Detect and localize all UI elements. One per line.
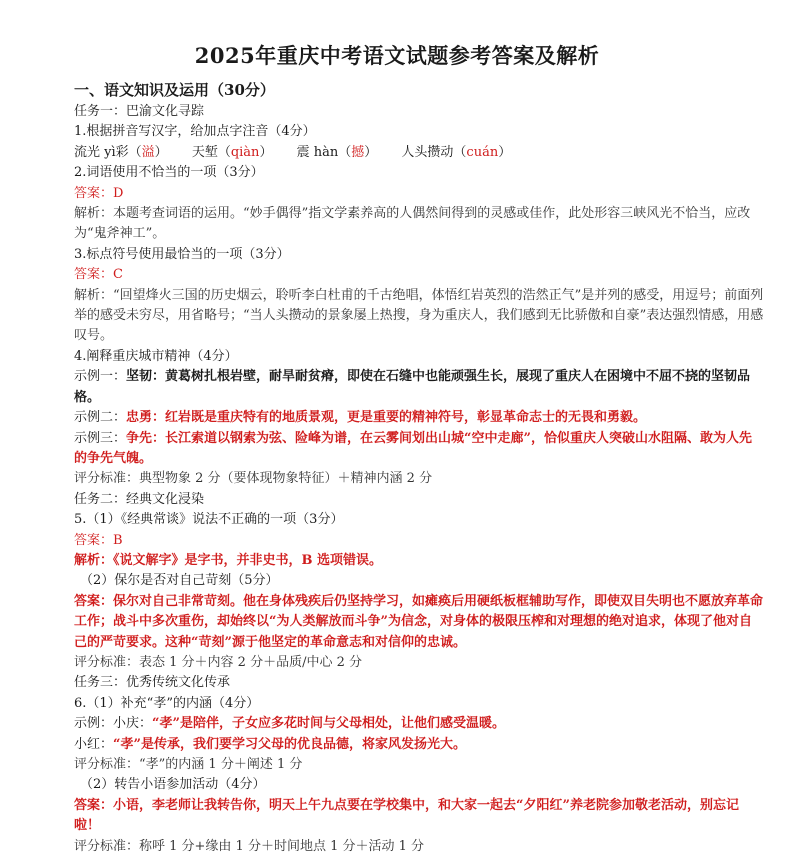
example-text: 示例二：忠勇：红岩既是重庆特有的地质景观，更是重要的精神符号，彰显革命志士的无畏和勇毅。 bbox=[74, 410, 647, 426]
question-prompt: 3.标点符号使用最恰当的一项（3分） bbox=[74, 246, 290, 262]
answer-text: 答案：C bbox=[74, 267, 123, 283]
question-prompt: （2）转告小语参加活动（4分） bbox=[80, 777, 266, 793]
question-prompt: 1.根据拼音写汉字，给加点字注音（4分） bbox=[74, 124, 316, 140]
scoring-standard: 评分标准：典型物象 2 分（要体现物象特征）＋精神内涵 2 分 bbox=[74, 471, 433, 487]
question-prompt: （2）保尔是否对自己苛刻（5分） bbox=[80, 573, 279, 589]
question-prompt: 4.阐释重庆城市精神（4分） bbox=[74, 348, 238, 364]
question-prompt: 5.（1）《经典常谈》说法不正确的一项（3分） bbox=[74, 512, 344, 528]
answer-text: 答案：保尔对自己非常苛刻。他在身体残疾后仍坚持学习，如瘫痪后用硬纸板框辅助写作，即使双目失明也不愿放弃革命工作；战斗中多次重伤，却始终以“为人类解放而斗争”为信念，对身体的极限压榨和对理想的绝对追求，体现了他对自己的严苛要求。这种“苛刻”源于他坚定的革命意志和对信仰的忠诚。 bbox=[74, 593, 764, 650]
scoring-standard: 评分标准：表态 1 分＋内容 2 分＋品质/中心 2 分 bbox=[74, 654, 362, 670]
answer-text: 答案：D bbox=[74, 185, 124, 201]
example-text: 小红：“孝”是传承，我们要学习父母的优良品德，将家风发扬光大。 bbox=[74, 736, 466, 752]
answer-text: 答案：B bbox=[74, 532, 123, 548]
scoring-standard: 评分标准：称呼 1 分+缘由 1 分＋时间地点 1 分＋活动 1 分 bbox=[74, 838, 425, 854]
pinyin-item: 流光 yì彩（溢） bbox=[74, 144, 168, 160]
task-heading: 任务三：优秀传统文化传承 bbox=[74, 675, 231, 691]
pinyin-item: 人头攒动（cuán） bbox=[401, 144, 512, 160]
task-heading: 任务一：巴渝文化寻踪 bbox=[74, 104, 205, 119]
scoring-standard: 评分标准：“孝”的内涵 1 分＋阐述 1 分 bbox=[74, 757, 303, 772]
task-heading: 任务二：经典文化浸染 bbox=[74, 491, 205, 507]
analysis-text: 解析：《说文解字》是字书，并非史书，B 选项错误。 bbox=[74, 552, 383, 568]
question-prompt: 2.词语使用不恰当的一项（3分） bbox=[74, 165, 264, 181]
example-text: 示例：小庆：“孝”是陪伴，子女应多花时间与父母相处，让他们感受温暖。 bbox=[74, 716, 505, 732]
answer-text: 答案：小语，李老师让我转告你，明天上午九点要在学校集中，和大家一起去“夕阳红”养老院参加敬老活动，别忘记啦！ bbox=[74, 797, 739, 834]
question-prompt: 6.（1）补充“孝”的内涵（4分） bbox=[74, 695, 260, 711]
analysis-text: 解析：“回望烽火三国的历史烟云，聆听李白杜甫的千古绝唱，体悟红岩英烈的浩然正气”是并列的感受，用逗号；前面列举的感受未穷尽，用省略号；“当人头攒动的景象屡上热搜，身为重庆人，我们感到无比骄傲和自豪”表达强烈情感，用感叹号。 bbox=[74, 287, 764, 344]
section-heading: 一、语文知识及运用（30分） bbox=[74, 81, 275, 99]
pinyin-item: 天堑（qiàn） bbox=[191, 144, 273, 160]
analysis-text: 解析：本题考查词语的运用。“妙手偶得”指文学素养高的人偶然间得到的灵感或佳作，此处形容三峡风光不恰当，应改为“鬼斧神工”。 bbox=[74, 206, 751, 242]
example-text: 示例一：坚韧：黄葛树扎根岩壁，耐旱耐贫瘠，即使在石缝中也能顽强生长，展现了重庆人在困境中不屈不挠的坚韧品格。 bbox=[74, 369, 751, 405]
example-text: 示例三：争先：长江索道以钢索为弦、险峰为谱，在云雾间划出山城“空中走廊”，恰似重庆人突破山水阻隔、敢为人先的争先气魄。 bbox=[74, 430, 752, 466]
page-title: 2025年重庆中考语文试题参考答案及解析 bbox=[194, 43, 600, 68]
pinyin-item: 震 hàn（撼） bbox=[296, 144, 378, 160]
pinyin-answers bbox=[74, 143, 772, 163]
